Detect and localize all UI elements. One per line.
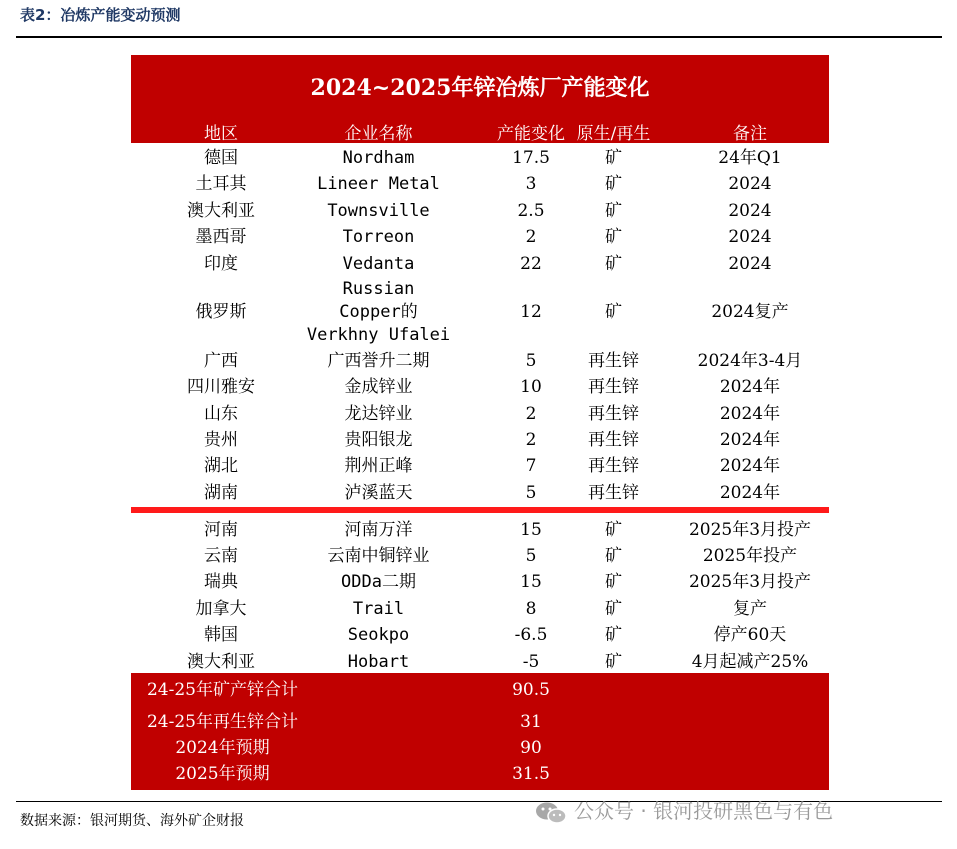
table-row — [131, 198, 829, 224]
company-cell: Torreon — [342, 227, 415, 247]
summary-value: 31 — [520, 712, 542, 732]
region-cell: 四川雅安 — [187, 377, 255, 397]
capacity-cell: 8 — [525, 599, 537, 619]
capacity-cell: 7 — [525, 456, 537, 476]
capacity-cell: 3 — [525, 174, 537, 194]
table-row — [131, 649, 829, 675]
table-row — [131, 543, 829, 569]
type-cell: 矿 — [605, 572, 622, 592]
note-cell: 2025年3月投产 — [688, 520, 812, 540]
type-cell: 再生锌 — [588, 430, 639, 450]
capacity-cell: -5 — [522, 652, 540, 672]
column-header-row — [131, 121, 829, 147]
data-source: 数据来源：银河期货、海外矿企财报 — [20, 813, 244, 829]
company-cell: ODDa二期 — [341, 572, 416, 592]
capacity-cell: 5 — [525, 483, 537, 503]
company-cell: 荆州正峰 — [344, 456, 413, 476]
type-cell: 再生锌 — [588, 404, 639, 424]
note-cell: 2025年投产 — [702, 546, 798, 566]
document-title: 表2：冶炼产能变动预测 — [20, 6, 181, 24]
column-header-type: 原生/再生 — [576, 124, 651, 144]
type-cell: 再生锌 — [588, 456, 639, 476]
watermark — [534, 796, 833, 826]
table-row — [131, 480, 829, 506]
note-cell: 24年Q1 — [718, 148, 782, 168]
region-cell: 印度 — [204, 254, 238, 274]
company-cell: 泸溪蓝天 — [344, 483, 413, 503]
region-cell: 韩国 — [204, 625, 238, 645]
company-cell: Trail — [352, 599, 405, 619]
note-cell: 2024年3-4月 — [697, 351, 803, 371]
table-row — [131, 596, 829, 622]
region-cell: 澳大利亚 — [187, 652, 255, 672]
capacity-cell: 10 — [520, 377, 542, 397]
top-rule — [16, 36, 942, 38]
note-cell: 2024年 — [719, 377, 781, 397]
table-row — [131, 401, 829, 427]
note-cell: 2024年 — [719, 404, 781, 424]
note-cell: 2025年3月投产 — [688, 572, 812, 592]
region-cell: 加拿大 — [195, 599, 247, 619]
capacity-cell: 15 — [520, 520, 542, 540]
table-row — [131, 427, 829, 453]
capacity-cell: 2 — [525, 227, 537, 247]
note-cell: 2024年 — [719, 430, 781, 450]
capacity-cell: 2 — [525, 430, 537, 450]
summary-value: 31.5 — [512, 764, 550, 784]
capacity-cell: 2 — [525, 404, 537, 424]
company-name-line: Russian — [342, 279, 415, 299]
region-cell: 广西 — [204, 351, 238, 371]
summary-value: 90 — [520, 738, 542, 758]
summary-band — [131, 673, 829, 790]
summary-row — [131, 761, 829, 787]
company-cell: 贵阳银龙 — [344, 430, 413, 450]
summary-label: 2024年预期 — [175, 738, 270, 758]
table-row — [131, 277, 829, 347]
company-cell: 河南万洋 — [344, 520, 413, 540]
region-cell: 山东 — [204, 404, 238, 424]
type-cell: 矿 — [605, 254, 622, 274]
wechat-icon — [534, 801, 568, 825]
summary-value: 90.5 — [512, 680, 550, 700]
region-cell: 湖北 — [204, 456, 238, 476]
type-cell: 再生锌 — [588, 351, 639, 371]
capacity-table — [131, 55, 829, 790]
company-cell: Lineer Metal — [317, 174, 440, 194]
type-cell: 再生锌 — [588, 377, 639, 397]
company-cell: Vedanta — [342, 254, 415, 274]
company-cell: 广西誉升二期 — [327, 351, 430, 371]
summary-label: 2025年预期 — [175, 764, 270, 784]
type-cell: 矿 — [605, 546, 622, 566]
region-cell: 俄罗斯 — [195, 302, 247, 322]
capacity-cell: 15 — [520, 572, 542, 592]
note-cell: 2024 — [728, 201, 772, 221]
table-row — [131, 145, 829, 171]
column-header-capacity: 产能变化 — [497, 124, 565, 144]
region-cell: 贵州 — [204, 430, 238, 450]
summary-label: 24-25年矿产锌合计 — [146, 680, 298, 700]
note-cell: 2024 — [728, 174, 772, 194]
table-row — [131, 251, 829, 277]
company-cell: Townsville — [327, 201, 430, 221]
table-row — [131, 569, 829, 595]
region-cell: 土耳其 — [195, 174, 247, 194]
region-cell: 湖南 — [204, 483, 238, 503]
type-cell: 矿 — [605, 652, 622, 672]
region-cell: 澳大利亚 — [187, 201, 255, 221]
company-cell: 云南中铜锌业 — [327, 546, 430, 566]
type-cell: 矿 — [605, 227, 622, 247]
capacity-cell: 5 — [525, 546, 537, 566]
note-cell: 4月起减产25% — [691, 652, 809, 672]
note-cell: 2024 — [728, 254, 772, 274]
note-cell: 复产 — [733, 599, 767, 619]
type-cell: 矿 — [605, 625, 622, 645]
capacity-cell: 5 — [525, 351, 537, 371]
capacity-cell: 12 — [520, 302, 542, 322]
region-cell: 德国 — [204, 148, 238, 168]
column-header-region: 地区 — [204, 124, 238, 144]
region-cell: 云南 — [204, 546, 238, 566]
company-cell: Hobart — [347, 652, 410, 672]
company-cell: Nordham — [342, 148, 415, 168]
capacity-cell: 22 — [520, 254, 542, 274]
watermark-text: 公众号 · 银河投研黑色与有色 — [574, 799, 834, 823]
year-divider — [131, 507, 829, 513]
table-row — [131, 453, 829, 479]
type-cell: 矿 — [605, 148, 622, 168]
table-row — [131, 517, 829, 543]
company-name-line: Copper的 — [339, 302, 418, 322]
note-cell: 2024复产 — [711, 302, 789, 322]
company-cell: 金成锌业 — [344, 377, 413, 397]
note-cell: 2024年 — [719, 483, 781, 503]
column-header-note: 备注 — [733, 124, 767, 144]
type-cell: 矿 — [605, 599, 622, 619]
company-cell-multiline — [281, 277, 476, 347]
table-row — [131, 171, 829, 197]
table-title: 2024~2025年锌冶炼厂产能变化 — [310, 75, 650, 101]
company-name-line: Verkhny Ufalei — [306, 325, 451, 345]
capacity-cell: 17.5 — [512, 148, 550, 168]
note-cell: 停产60天 — [713, 625, 787, 645]
type-cell: 矿 — [605, 302, 622, 322]
summary-row — [131, 709, 829, 735]
region-cell: 瑞典 — [204, 572, 238, 592]
company-cell: 龙达锌业 — [344, 404, 413, 424]
summary-label: 24-25年再生锌合计 — [146, 712, 298, 732]
type-cell: 矿 — [605, 520, 622, 540]
summary-row — [131, 735, 829, 761]
type-cell: 矿 — [605, 174, 622, 194]
type-cell: 再生锌 — [588, 483, 639, 503]
region-cell: 墨西哥 — [195, 227, 247, 247]
summary-row — [131, 677, 829, 703]
table-row — [131, 374, 829, 400]
table-row — [131, 348, 829, 374]
table-row — [131, 622, 829, 648]
note-cell: 2024年 — [719, 456, 781, 476]
capacity-cell: 2.5 — [517, 201, 545, 221]
company-cell: Seokpo — [347, 625, 410, 645]
table-row — [131, 224, 829, 250]
column-header-company: 企业名称 — [344, 124, 413, 144]
region-cell: 河南 — [204, 520, 238, 540]
note-cell: 2024 — [728, 227, 772, 247]
type-cell: 矿 — [605, 201, 622, 221]
capacity-cell: -6.5 — [514, 625, 548, 645]
